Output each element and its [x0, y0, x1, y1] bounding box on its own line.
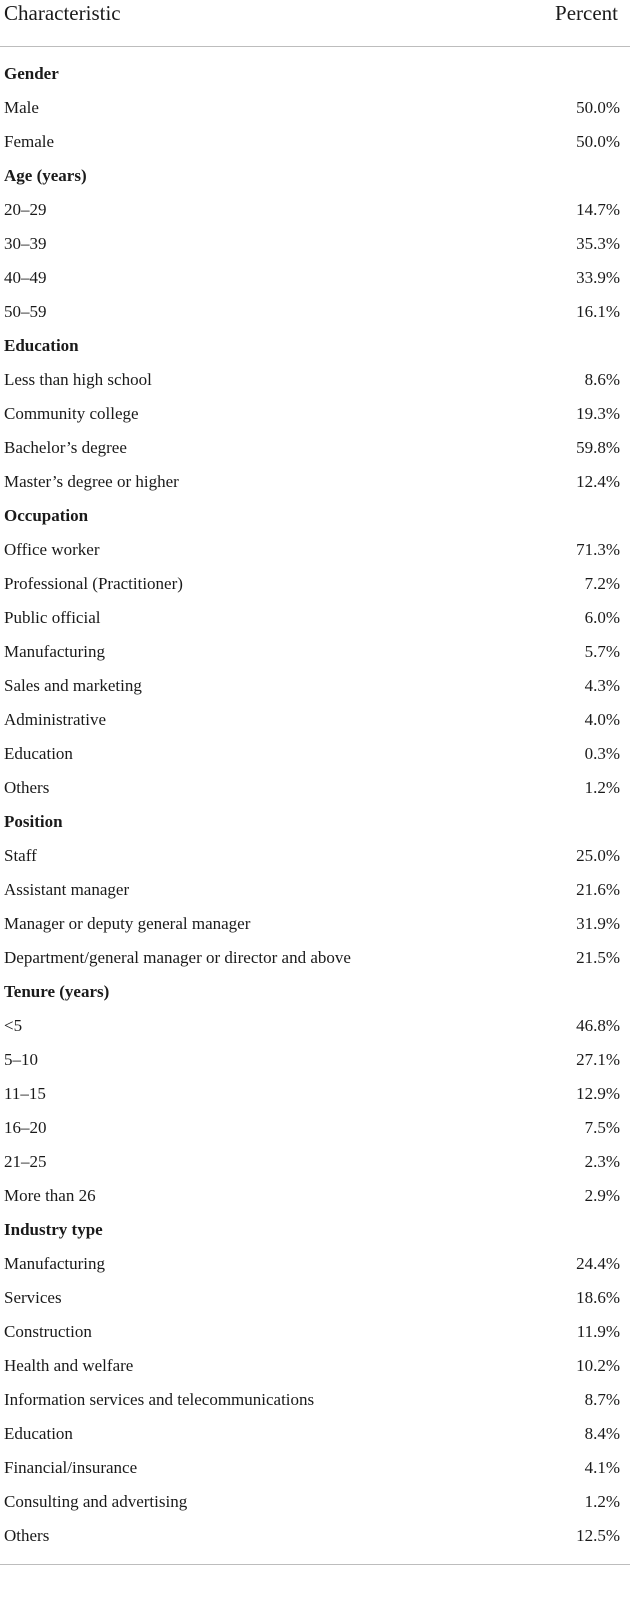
table-row	[0, 840, 630, 874]
table-row	[0, 1520, 630, 1554]
table-bottom-rule	[0, 1564, 630, 1565]
section-label: Position	[4, 812, 63, 831]
table-row	[0, 228, 630, 262]
characteristic-cell: Manufacturing	[4, 642, 106, 661]
section-label: Education	[4, 336, 79, 355]
table-row	[0, 534, 630, 568]
table-row	[0, 670, 630, 704]
table-row	[0, 1418, 630, 1452]
table-row	[0, 126, 630, 160]
percent-cell: 46.8%	[576, 1016, 620, 1035]
percent-cell: 50.0%	[576, 132, 620, 151]
percent-cell: 12.9%	[576, 1084, 620, 1103]
section-header-row	[0, 976, 630, 1010]
table-row	[0, 194, 630, 228]
percent-cell: 18.6%	[576, 1288, 620, 1307]
table-row	[0, 1282, 630, 1316]
percent-cell: 11.9%	[576, 1322, 620, 1341]
percent-cell: 71.3%	[576, 540, 620, 559]
table-row	[0, 874, 630, 908]
characteristic-cell: Professional (Practitioner)	[4, 574, 183, 593]
table-row	[0, 942, 630, 976]
characteristic-cell: 50–59	[4, 302, 47, 321]
percent-cell: 4.0%	[584, 710, 620, 729]
percent-cell: 19.3%	[576, 404, 620, 423]
characteristic-cell: Sales and marketing	[4, 676, 142, 695]
table-row	[0, 1452, 630, 1486]
table-row	[0, 908, 630, 942]
characteristic-cell: Master’s degree or higher	[4, 472, 179, 491]
percent-cell: 7.2%	[584, 574, 620, 593]
table-row	[0, 1316, 630, 1350]
table-row	[0, 1044, 630, 1078]
table-row	[0, 636, 630, 670]
table-row	[0, 1112, 630, 1146]
section-label: Age (years)	[4, 166, 87, 185]
table-row	[0, 738, 630, 772]
characteristic-cell: Others	[4, 1526, 50, 1545]
section-label: Gender	[4, 64, 59, 83]
characteristic-cell: Construction	[4, 1322, 92, 1341]
characteristic-cell: Others	[4, 778, 50, 797]
table-row	[0, 432, 630, 466]
percent-cell: 5.7%	[584, 642, 620, 661]
characteristic-cell: Less than high school	[4, 370, 152, 389]
characteristic-cell: Health and welfare	[4, 1356, 134, 1375]
percent-cell: 27.1%	[576, 1050, 620, 1069]
characteristic-cell: Information services and telecommunications	[4, 1390, 315, 1409]
table-row	[0, 1180, 630, 1214]
table-row	[0, 568, 630, 602]
characteristic-cell: 30–39	[4, 234, 47, 253]
table-row	[0, 296, 630, 330]
percent-cell: 8.6%	[584, 370, 620, 389]
percent-cell: 2.9%	[584, 1186, 620, 1205]
percent-cell: 24.4%	[576, 1254, 620, 1273]
section-header-row	[0, 1214, 630, 1248]
percent-cell: 4.1%	[584, 1458, 620, 1477]
percent-cell: 50.0%	[576, 98, 620, 117]
table-row	[0, 398, 630, 432]
table-row	[0, 466, 630, 500]
section-label: Occupation	[4, 506, 89, 525]
characteristic-cell: Female	[4, 132, 55, 151]
table-row	[0, 772, 630, 806]
characteristic-cell: Office worker	[4, 540, 100, 559]
characteristic-cell: Staff	[4, 846, 37, 865]
characteristic-cell: Education	[4, 744, 73, 763]
characteristic-cell: Services	[4, 1288, 62, 1307]
percent-cell: 12.4%	[576, 472, 620, 491]
characteristic-cell: 20–29	[4, 200, 47, 219]
characteristic-cell: Manager or deputy general manager	[4, 914, 251, 933]
table-row	[0, 602, 630, 636]
table-row	[0, 704, 630, 738]
characteristic-cell: Consulting and advertising	[4, 1492, 188, 1511]
characteristic-cell: Male	[4, 98, 39, 117]
percent-cell: 0.3%	[584, 744, 620, 763]
percent-cell: 21.5%	[576, 948, 620, 967]
percent-cell: 1.2%	[584, 1492, 620, 1511]
percent-cell: 31.9%	[576, 914, 620, 933]
characteristic-cell: Assistant manager	[4, 880, 130, 899]
section-header-row	[0, 806, 630, 840]
table-row	[0, 1248, 630, 1282]
table-row	[0, 262, 630, 296]
characteristic-cell: 40–49	[4, 268, 47, 287]
characteristic-cell: 21–25	[4, 1152, 47, 1171]
percent-cell: 14.7%	[576, 200, 620, 219]
section-header-row	[0, 58, 630, 92]
table-row	[0, 1078, 630, 1112]
characteristic-cell: Administrative	[4, 710, 106, 729]
percent-cell: 1.2%	[584, 778, 620, 797]
percent-cell: 6.0%	[584, 608, 620, 627]
percent-cell: 33.9%	[576, 268, 620, 287]
characteristic-cell: More than 26	[4, 1186, 96, 1205]
percent-cell: 10.2%	[576, 1356, 620, 1375]
table-row	[0, 1010, 630, 1044]
characteristic-cell: Community college	[4, 404, 139, 423]
table-header	[0, 0, 630, 47]
table-body	[0, 58, 630, 1554]
percent-cell: 4.3%	[584, 676, 620, 695]
characteristic-cell: <5	[4, 1016, 23, 1035]
section-header-row	[0, 500, 630, 534]
characteristic-cell: Manufacturing	[4, 1254, 106, 1273]
percent-cell: 21.6%	[576, 880, 620, 899]
percent-cell: 25.0%	[576, 846, 620, 865]
characteristic-cell: 11–15	[4, 1084, 46, 1103]
characteristic-cell: 5–10	[4, 1050, 38, 1069]
characteristic-cell: 16–20	[4, 1118, 47, 1137]
section-label: Industry type	[4, 1220, 103, 1239]
column-header-characteristic: Characteristic	[4, 1, 121, 25]
percent-cell: 8.4%	[584, 1424, 620, 1443]
percent-cell: 7.5%	[584, 1118, 620, 1137]
characteristic-cell: Department/general manager or director and above	[4, 948, 351, 967]
percent-cell: 2.3%	[584, 1152, 620, 1171]
characteristic-cell: Financial/insurance	[4, 1458, 138, 1477]
section-label: Tenure (years)	[4, 982, 110, 1001]
characteristic-cell: Public official	[4, 608, 101, 627]
characteristic-cell: Bachelor’s degree	[4, 438, 127, 457]
percent-cell: 59.8%	[576, 438, 620, 457]
table-row	[0, 92, 630, 126]
table-row	[0, 1350, 630, 1384]
table-row	[0, 1384, 630, 1418]
percent-cell: 35.3%	[576, 234, 620, 253]
section-header-row	[0, 160, 630, 194]
section-header-row	[0, 330, 630, 364]
percent-cell: 16.1%	[576, 302, 620, 321]
percent-cell: 12.5%	[576, 1526, 620, 1545]
table-row	[0, 364, 630, 398]
column-header-percent: Percent	[555, 1, 618, 25]
characteristic-cell: Education	[4, 1424, 73, 1443]
table-row	[0, 1486, 630, 1520]
percent-cell: 8.7%	[584, 1390, 620, 1409]
table-row	[0, 1146, 630, 1180]
